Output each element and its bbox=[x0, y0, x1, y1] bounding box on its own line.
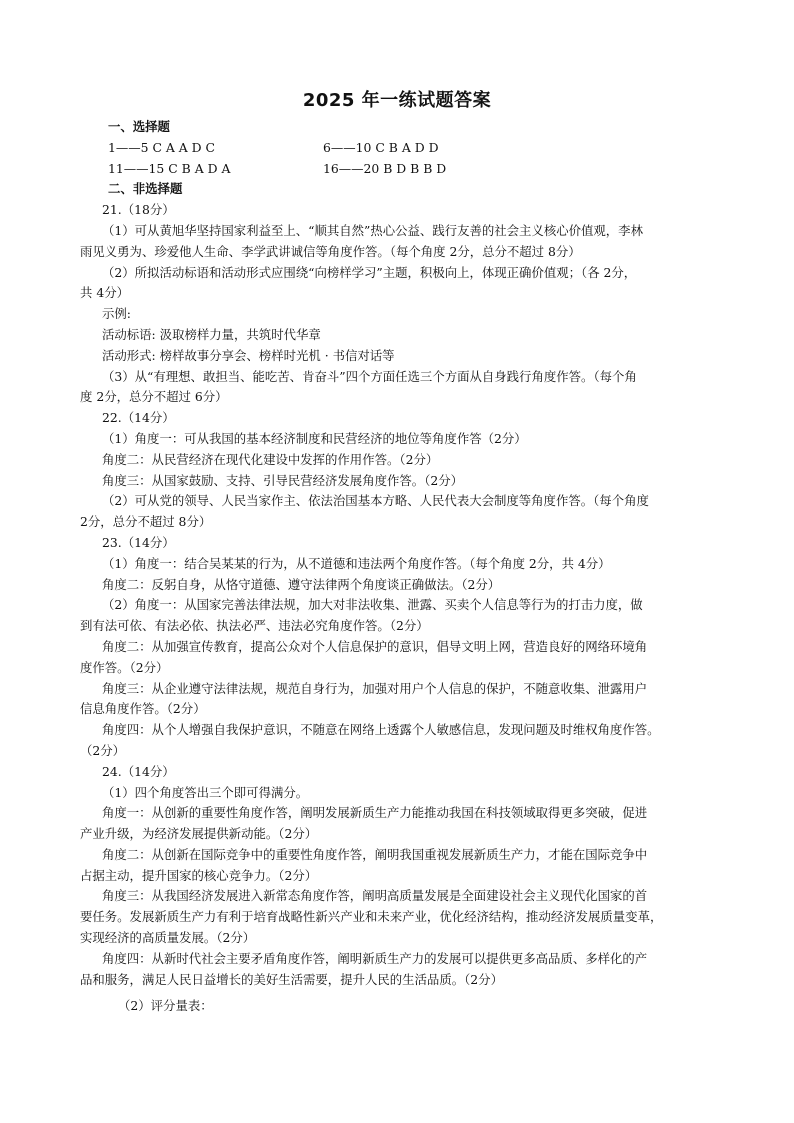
answer-line: （2）所拟活动标语和活动形式应围绕“向榜样学习”主题，积极向上，体现正确价值观；（各 2分， bbox=[102, 264, 637, 280]
answer-line: 到有法可依、有法必依、执法必严、违法必究角度作答。（2分） bbox=[80, 618, 429, 634]
answer-line: （1）可从黄旭华坚持国家利益至上、“顺其自然”热心公益、践行友善的社会主义核心价值观，李林 bbox=[102, 222, 643, 238]
answer-line: 示例: bbox=[102, 306, 131, 322]
answer-line: （3）从“有理想、敢担当、能吃苦、肯奋斗”四个方面任选三个方面从自身践行角度作答。（每个角 bbox=[102, 368, 637, 384]
answer-line: 角度三：从企业遵守法律法规，规范自身行为，加强对用户个人信息的保护，不随意收集、泄露用户 bbox=[102, 680, 648, 696]
answer-line: 角度一：从创新的重要性角度作答，阐明发展新质生产力能推动我国在科技领域取得更多突破，促进 bbox=[102, 805, 648, 821]
answer-line: 角度二：从创新在国际竞争中的重要性角度作答，阐明我国重视发展新质生产力，才能在国际竞争中 bbox=[102, 846, 648, 862]
answer-line: 2分，总分不超过 8分） bbox=[80, 514, 212, 530]
answer-line: （1）角度一：可从我国的基本经济制度和民营经济的地位等角度作答（2分） bbox=[102, 430, 527, 446]
answer-line: 角度二：从民营经济在现代化建设中发挥的作用作答。（2分） bbox=[102, 451, 439, 467]
answer-line: 22.（14分） bbox=[102, 410, 175, 426]
answer-line: （1）角度一：结合吴某某的行为，从不道德和违法两个角度作答。（每个角度 2分，共 4分） bbox=[102, 555, 611, 571]
answer-line: 雨见义勇为、珍爱他人生命、李学武讲诚信等角度作答。（每个角度 2分，总分不超过 8分） bbox=[80, 243, 581, 259]
section-heading-nonchoice: 二、非选择题 bbox=[108, 181, 183, 197]
document-title: 2025 年一练试题答案 bbox=[302, 90, 492, 111]
answer-line: 24.（14分） bbox=[102, 763, 175, 779]
answer-line: （2）角度一：从国家完善法律法规，加大对非法收集、泄露、买卖个人信息等行为的打击力度，做 bbox=[102, 597, 643, 613]
answer-line: 信息角度作答。（2分） bbox=[80, 701, 206, 717]
choice-answer: 1——5 C A A D C bbox=[108, 139, 216, 155]
choice-answer: 11——15 C B A D A bbox=[108, 160, 231, 176]
answer-line: 产业升级，为经济发展提供新动能。（2分） bbox=[80, 826, 318, 842]
answer-line: 占据主动，提升国家的核心竞争力。（2分） bbox=[80, 867, 318, 883]
answer-line: 度作答。（2分） bbox=[80, 659, 169, 675]
answer-line: 实现经济的高质量发展。（2分） bbox=[80, 930, 256, 946]
answer-line: 度 2分，总分不超过 6分） bbox=[80, 389, 228, 405]
answer-line: 角度四：从新时代社会主要矛盾角度作答，阐明新质生产力的发展可以提供更多高品质、多样化的产 bbox=[102, 950, 648, 966]
choice-answer: 16——20 B D B B D bbox=[323, 160, 447, 176]
answer-line: 角度二：反躬自身，从恪守道德、遵守法律两个角度谈正确做法。（2分） bbox=[102, 576, 501, 592]
rubric-heading: （2）评分量表： bbox=[118, 998, 213, 1014]
answer-line: 角度三：从我国经济发展进入新常态角度作答，阐明高质量发展是全面建设社会主义现代化国家的首 bbox=[102, 888, 648, 904]
answer-line: （1）四个角度答出三个即可得满分。 bbox=[102, 784, 309, 800]
document-body bbox=[80, 117, 720, 1017]
answer-line: 共 4分） bbox=[80, 285, 129, 301]
answer-lines bbox=[80, 200, 720, 990]
choice-answer: 6——10 C B A D D bbox=[323, 139, 439, 155]
answer-line: 角度三：从国家鼓励、支持、引导民营经济发展角度作答。（2分） bbox=[102, 472, 464, 488]
answer-line: 活动标语: 汲取榜样力量，共筑时代华章 bbox=[102, 326, 321, 342]
answer-line: 品和服务，满足人民日益增长的美好生活需要，提升人民的生活品质。（2分） bbox=[80, 971, 503, 987]
answer-line: 要任务。发展新质生产力有利于培育战略性新兴产业和未来产业，优化经济结构，推动经济发展质量变革， bbox=[80, 909, 663, 925]
answer-line: 角度四：从个人增强自我保护意识，不随意在网络上透露个人敏感信息，发现问题及时维权角度作答。 bbox=[102, 722, 660, 738]
choice-answers-row bbox=[80, 138, 720, 159]
choice-answers-row bbox=[80, 159, 720, 180]
section-heading-choice: 一、选择题 bbox=[108, 119, 170, 134]
answer-line: 23.（14分） bbox=[102, 534, 175, 550]
answer-line: （2）可从党的领导、人民当家作主、依法治国基本方略、人民代表大会制度等角度作答。（每个角度 bbox=[102, 493, 649, 509]
answer-line: 21.（18分） bbox=[102, 202, 175, 218]
answer-line: 活动形式: 榜样故事分享会、榜样时光机 · 书信对话等 bbox=[102, 347, 395, 363]
answer-line: 角度二：从加强宣传教育，提高公众对个人信息保护的意识，倡导文明上网，营造良好的网络环境角 bbox=[102, 638, 648, 654]
answer-line: （2分） bbox=[80, 742, 126, 758]
